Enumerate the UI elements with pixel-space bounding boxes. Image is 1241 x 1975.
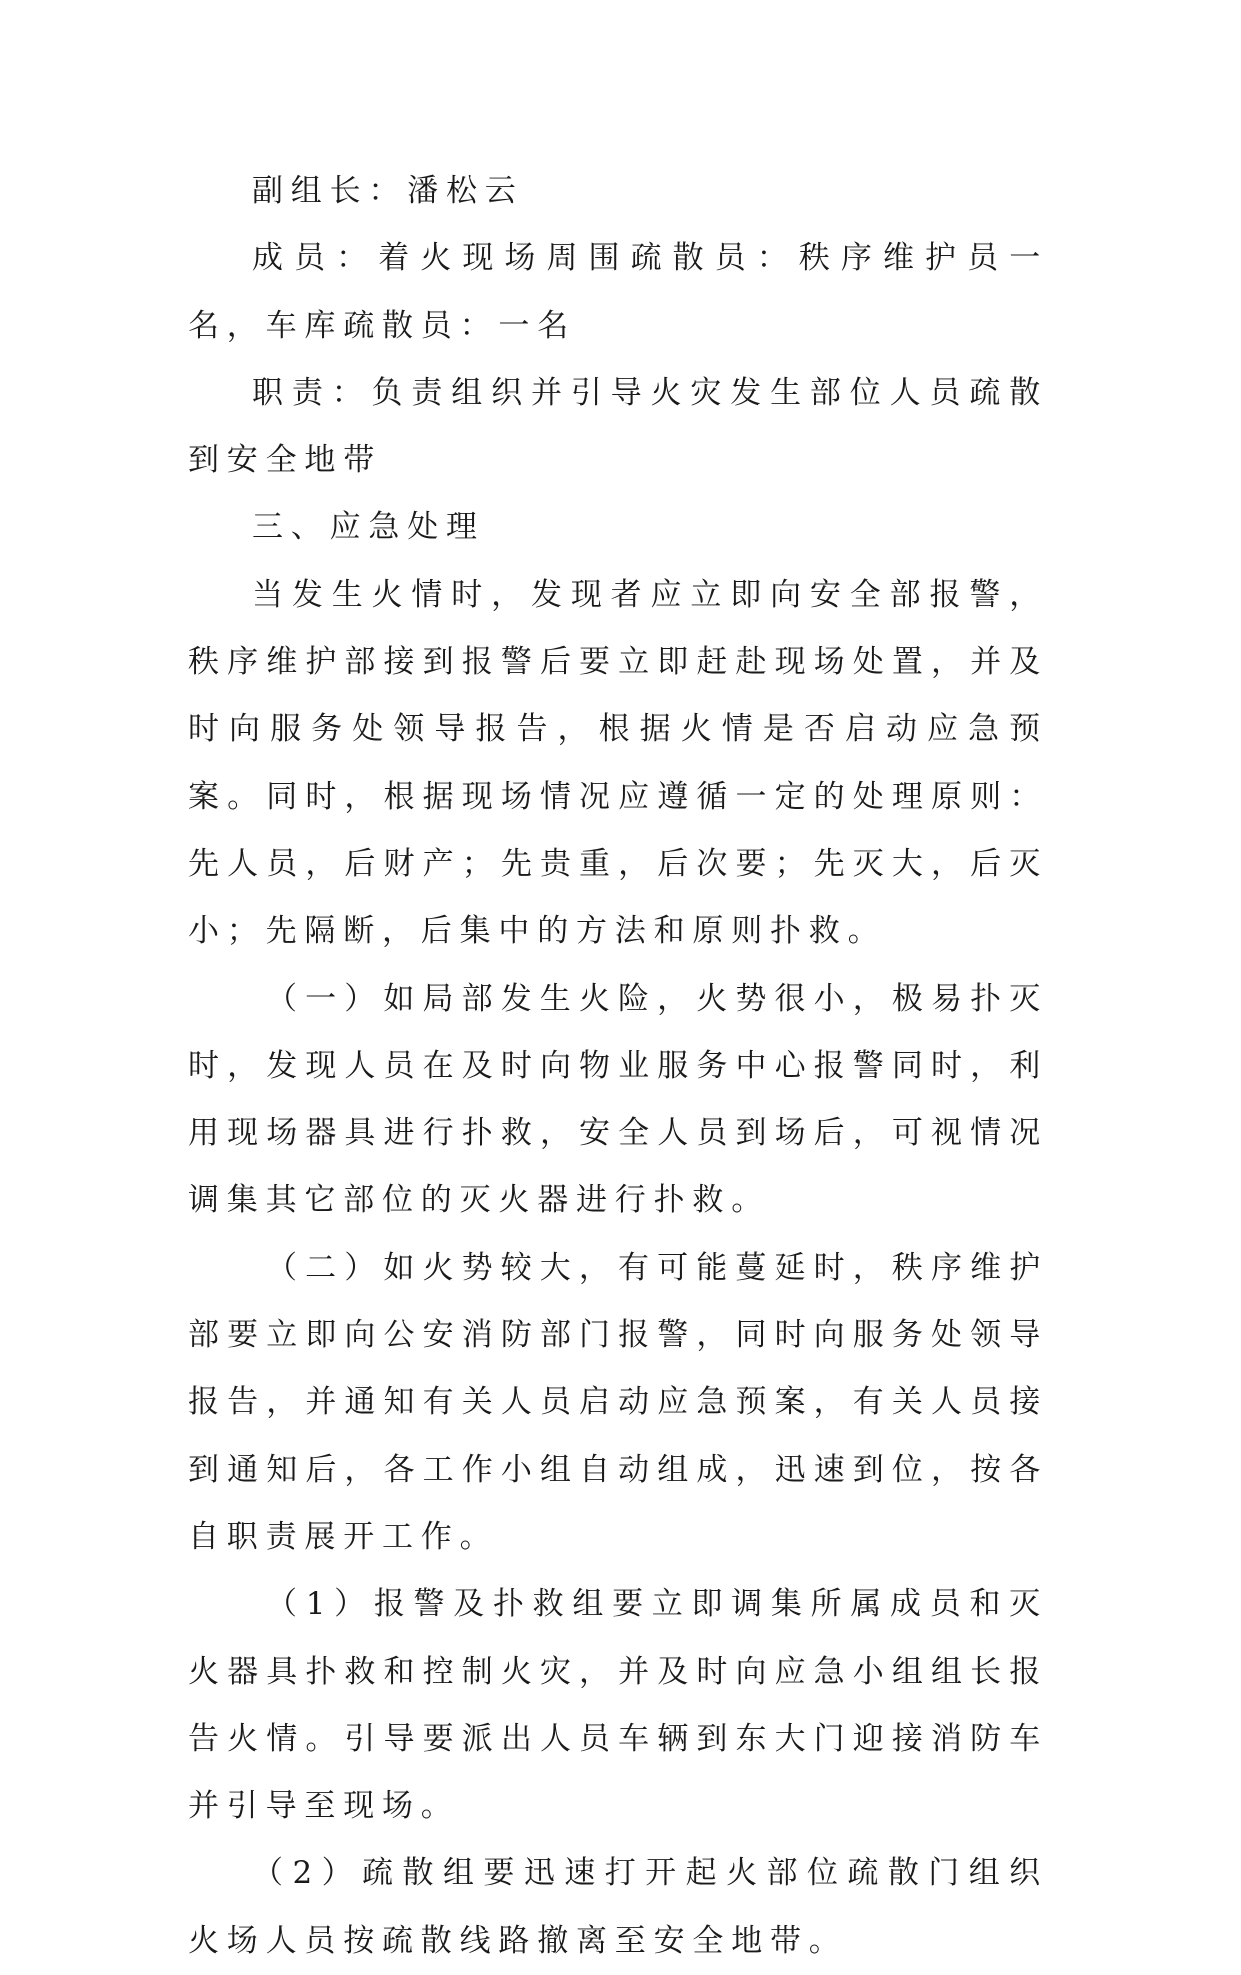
section-heading-emergency-handling: 三、应急处理 (252, 509, 485, 546)
paragraph-deputy-leader: 副组长：潘松云 (252, 173, 524, 209)
paragraph-item-one: （一）如局部发生火险，火势很小，极易扑灭时，发现人员在及时向物业服务中心报警同时，利用现场器具进行扑救，安全人员到场后，可视情况调集其它部位的灭火器进行扑救。 (188, 980, 1048, 1219)
paragraph-members: 成员：着火现场周围疏散员：秩序维护员一名，车库疏散员：一名 (188, 240, 1048, 344)
paragraph-subitem-2: （2）疏散组要迅速打开起火部位疏散门组织火场人员按疏散线路撤离至安全地带。 (188, 1855, 1048, 1959)
document-body (188, 158, 1048, 1975)
paragraph-fire-response: 当发生火情时，发现者应立即向安全部报警，秩序维护部接到报警后要立即赶赴现场处置，并及时向服务处领导报告，根据火情是否启动应急预案。同时，根据现场情况应遵循一定的处理原则：先人员，后财产；先贵重，后次要；先灭大，后灭小；先隔断，后集中的方法和原则扑救。 (188, 576, 1048, 950)
paragraph-subitem-1: （1）报警及扑救组要立即调集所属成员和灭火器具扑救和控制火灾，并及时向应急小组组长报告火情。引导要派出人员车辆到东大门迎接消防车并引导至现场。 (188, 1586, 1048, 1825)
paragraph-duties: 职责：负责组织并引导火灾发生部位人员疏散到安全地带 (188, 374, 1048, 479)
paragraph-item-two: （二）如火势较大，有可能蔓延时，秩序维护部要立即向公安消防部门报警，同时向服务处领导报告，并通知有关人员启动应急预案，有关人员接到通知后，各工作小组自动组成，迅速到位，按各自职责展开工作。 (188, 1249, 1048, 1555)
